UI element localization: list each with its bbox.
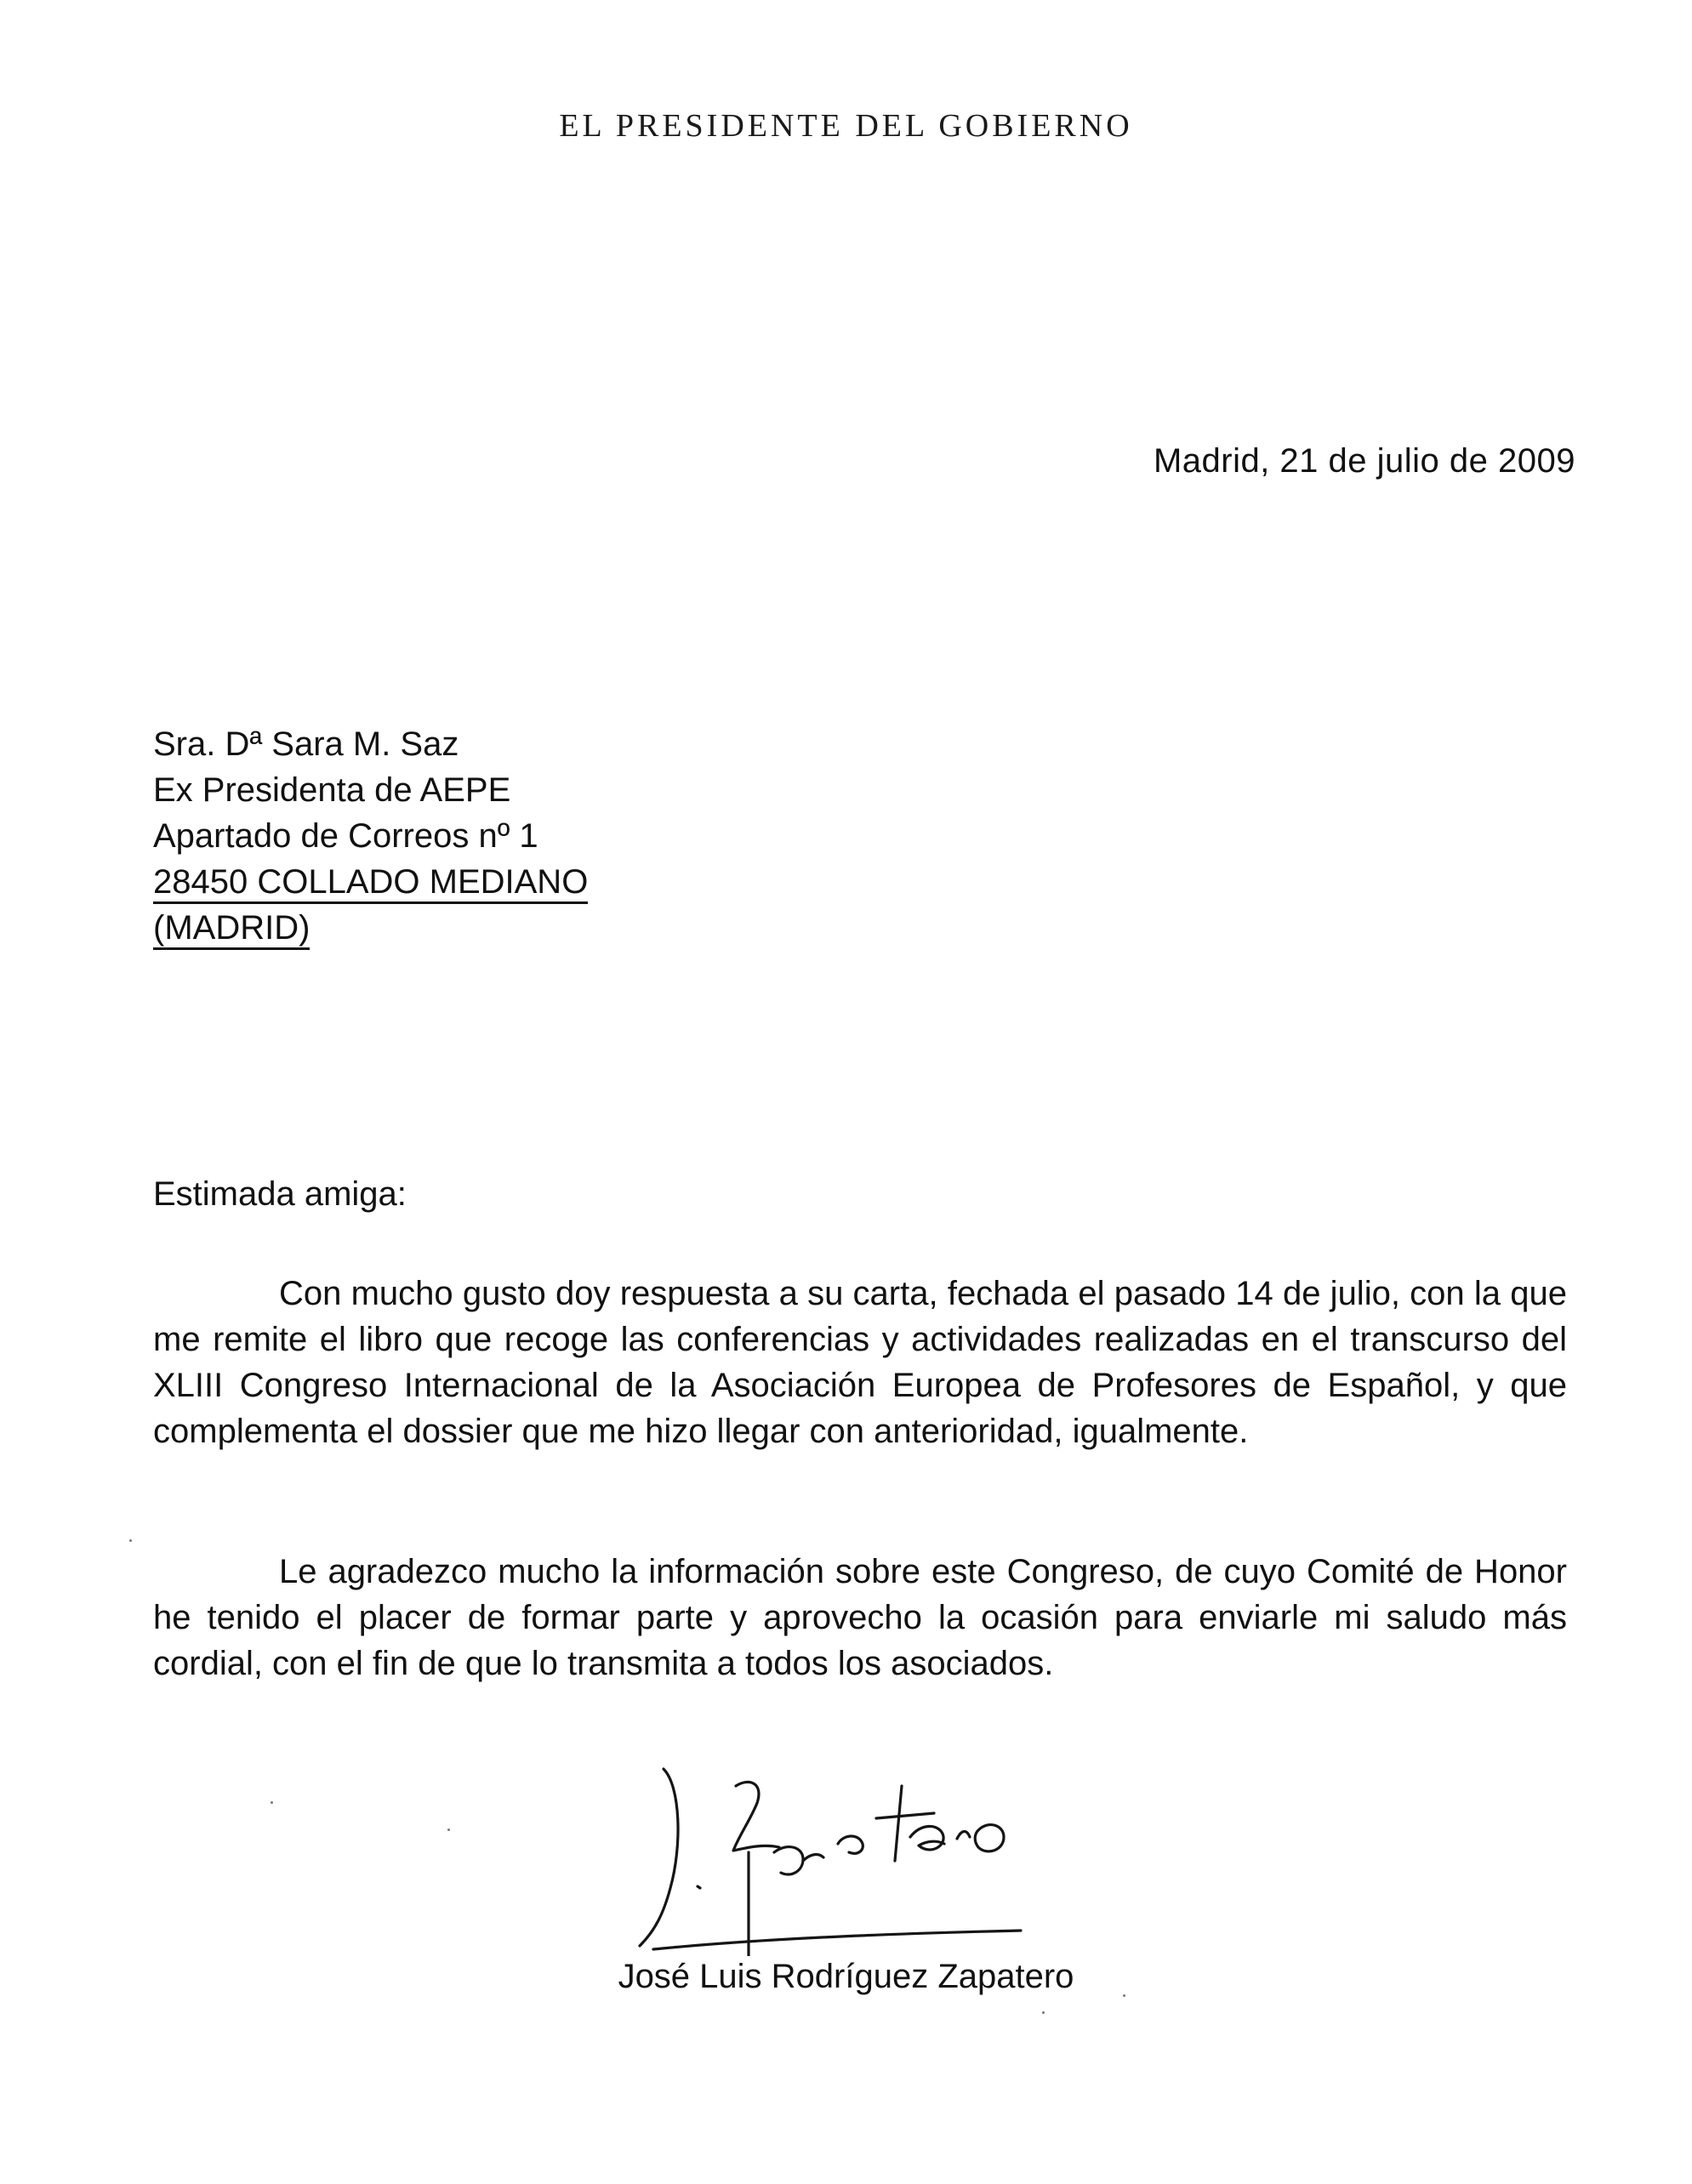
letterhead-title: EL PRESIDENTE DEL GOBIERNO: [559, 108, 1133, 144]
address-line-po-box: Apartado de Correos nº 1: [153, 817, 538, 855]
address-line-title: Ex Presidenta de AEPE: [153, 771, 511, 809]
scan-speck: [271, 1801, 273, 1804]
letter-date: Madrid, 21 de julio de 2009: [1153, 442, 1575, 480]
recipient-address: [153, 721, 588, 951]
body-paragraph-2: Le agradezco mucho la información sobre este Congreso, de cuyo Comité de Honor he tenido el placer de formar parte y aprovecho la ocasión para enviarle mi saludo más cordial, con el fin de que lo transmita a todos los asociados.: [153, 1553, 1567, 1682]
body-paragraph-1: Con mucho gusto doy respuesta a su carta, fechada el pasado 14 de julio, con la que me remite el libro que recoge las conferencias y actividades realizadas en el transcurso del XLIII Congreso Internacional de la Asociación Europea de Profesores de Español, y que complementa el dossier que me hizo llegar con anterioridad, igualmente.: [153, 1275, 1567, 1450]
scan-speck: [129, 1539, 132, 1542]
address-line-name: Sra. Dª Sara M. Saz: [153, 725, 459, 763]
address-line-province: (MADRID): [153, 908, 310, 950]
letter-greeting: Estimada amiga:: [153, 1175, 407, 1213]
handwritten-signature-icon: [621, 1752, 1063, 1956]
signer-name: José Luis Rodríguez Zapatero: [618, 1958, 1074, 1995]
address-line-postal-city: 28450 COLLADO MEDIANO: [153, 862, 588, 904]
scan-speck: [1123, 1994, 1125, 1997]
scan-speck: [447, 1829, 450, 1831]
scan-speck: [1042, 2011, 1045, 2014]
